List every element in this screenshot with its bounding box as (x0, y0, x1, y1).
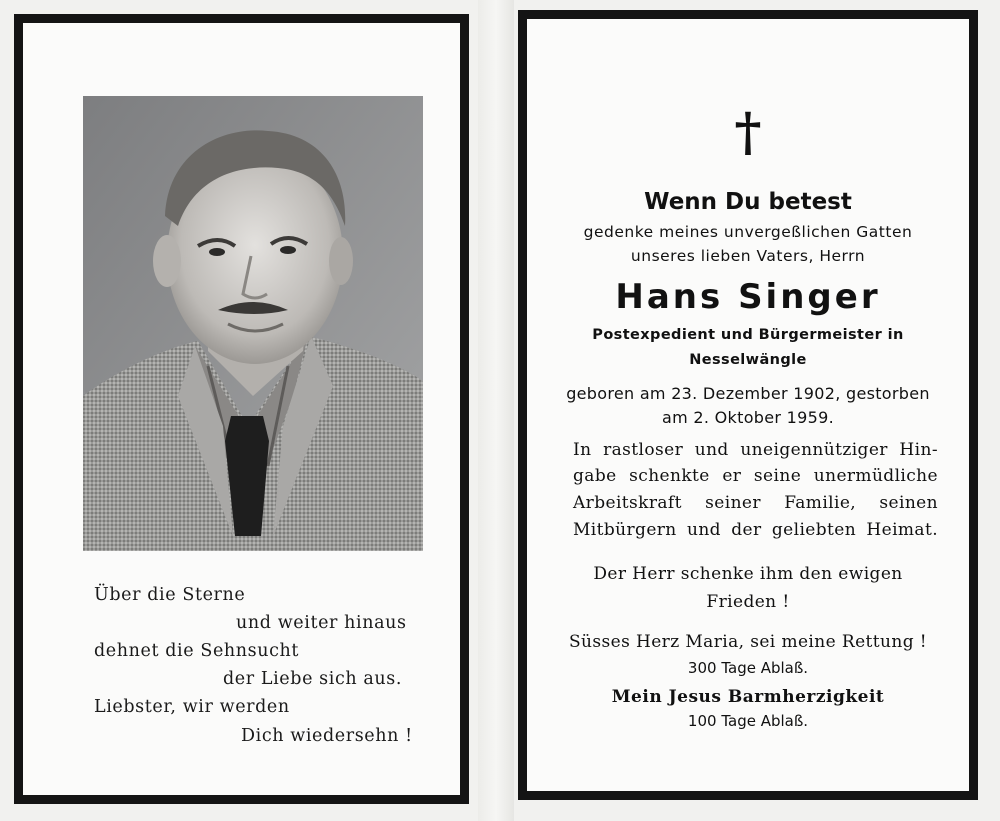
cross-icon: † (734, 102, 762, 163)
center-fold (478, 0, 514, 821)
portrait-photo (83, 96, 423, 551)
indulgence-line: 300 Tage Ablaß. (687, 659, 809, 677)
tribute-line: gabe schenkte er seine unermüdliche (573, 466, 938, 486)
tribute-line: In rastloser und uneigennütziger Hin- (573, 440, 938, 460)
poem-line: Über die Sterne (94, 585, 246, 605)
right-card-panel (518, 10, 978, 800)
dates-line: am 2. Oktober 1959. (662, 408, 834, 427)
poem-line: Dich wiedersehn ! (241, 726, 413, 746)
poem-line: Liebster, wir werden (94, 697, 290, 717)
prayer-line: Frieden ! (706, 592, 790, 612)
left-card-panel (14, 14, 469, 804)
portrait-illustration (83, 96, 423, 551)
deceased-name: Hans Singer (615, 277, 881, 317)
intro-line: unseres lieben Vaters, Herrn (630, 247, 866, 265)
intro-line: gedenke meines unvergeßlichen Gatten (583, 223, 913, 241)
role-line: Postexpedient und Bürgermeister in (592, 327, 904, 343)
poem-line: dehnet die Sehnsucht (94, 641, 300, 661)
role-line: Nesselwängle (689, 352, 807, 368)
prayer-line: Der Herr schenke ihm den ewigen (593, 564, 903, 584)
invocation-line: Mein Jesus Barmherzigkeit (611, 687, 885, 707)
poem-line: und weiter hinaus (236, 613, 407, 633)
invocation-line: Süsses Herz Maria, sei meine Rettung ! (568, 632, 928, 652)
indulgence-line: 100 Tage Ablaß. (687, 712, 809, 730)
tribute-line: Mitbürgern und der geliebten Heimat. (573, 520, 938, 540)
dates-line: geboren am 23. Dezember 1902, gestorben (566, 384, 930, 403)
heading: Wenn Du betest (644, 189, 852, 215)
tribute-line: Arbeitskraft seiner Familie, seinen (573, 493, 938, 513)
poem-line: der Liebe sich aus. (223, 669, 403, 689)
